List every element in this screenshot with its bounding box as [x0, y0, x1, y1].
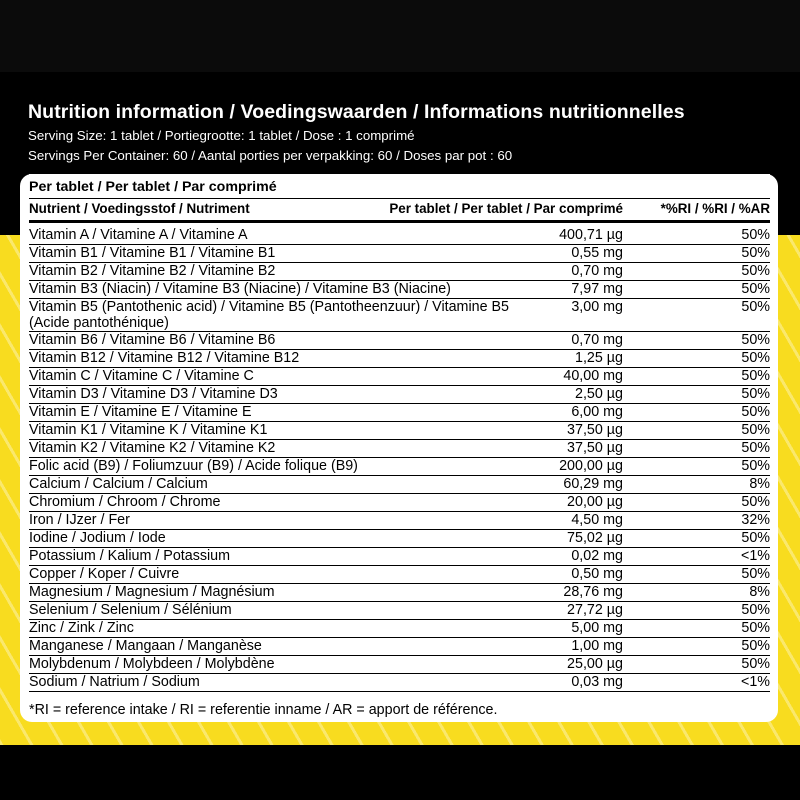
nutrient-amount: 200,00 µg: [559, 458, 623, 474]
nutrient-amount: 1,00 mg: [571, 638, 623, 654]
nutrient-ri: 50%: [741, 422, 770, 438]
nutrient-ri: 50%: [741, 656, 770, 672]
nutrient-amount: 5,00 mg: [571, 620, 623, 636]
table-row: [29, 245, 770, 263]
nutrient-amount: 60,29 mg: [563, 476, 623, 492]
nutrient-amount: 0,55 mg: [571, 245, 623, 261]
nutrient-ri: 50%: [741, 458, 770, 474]
nutrient-ri: 50%: [741, 440, 770, 456]
nutrient-amount: 400,71 µg: [559, 227, 623, 243]
nutrient-name: Copper / Koper / Cuivre: [29, 566, 180, 582]
nutrient-name: Vitamin C / Vitamine C / Vitamine C: [29, 368, 254, 384]
table-row: [29, 476, 770, 494]
nutrient-name: Vitamin B6 / Vitamine B6 / Vitamine B6: [29, 332, 276, 348]
nutrient-name: Manganese / Mangaan / Manganèse: [29, 638, 262, 654]
nutrient-ri: 50%: [741, 404, 770, 420]
page-title: Nutrition information / Voedingswaarden / Informations nutritionnelles: [28, 101, 685, 123]
table-row: [29, 548, 770, 566]
table-row: [29, 281, 770, 299]
footnote: *RI = reference intake / RI = referentie inname / AR = apport de référence.: [29, 702, 498, 718]
nutrient-name: Iron / IJzer / Fer: [29, 512, 130, 528]
nutrient-name: Magnesium / Magnesium / Magnésium: [29, 584, 275, 600]
nutrient-amount: 1,25 µg: [575, 350, 623, 366]
table-row: [29, 530, 770, 548]
nutrient-amount: 75,02 µg: [567, 530, 623, 546]
nutrient-ri: 8%: [749, 584, 770, 600]
column-headers: [29, 199, 770, 223]
nutrient-amount: 0,03 mg: [571, 674, 623, 690]
nutrient-amount: 20,00 µg: [567, 494, 623, 510]
nutrient-name: Potassium / Kalium / Potassium: [29, 548, 231, 564]
table-row: [29, 584, 770, 602]
nutrient-ri: <1%: [740, 548, 770, 564]
nutrient-ri: 50%: [741, 620, 770, 636]
table-row: [29, 299, 770, 332]
nutrient-rows: [29, 227, 770, 692]
nutrient-amount: 27,72 µg: [567, 602, 623, 618]
nutrient-name: Vitamin B1 / Vitamine B1 / Vitamine B1: [29, 245, 276, 261]
nutrient-name: Vitamin D3 / Vitamine D3 / Vitamine D3: [29, 386, 278, 402]
column-header-ri: *%RI / %RI / %AR: [660, 201, 770, 216]
nutrient-ri: 50%: [741, 227, 770, 243]
table-row: [29, 674, 770, 692]
nutrient-name: Vitamin K2 / Vitamine K2 / Vitamine K2: [29, 440, 276, 456]
nutrient-ri: 50%: [741, 263, 770, 279]
nutrient-amount: 37,50 µg: [567, 440, 623, 456]
table-row: [29, 566, 770, 584]
nutrient-amount: 40,00 mg: [563, 368, 623, 384]
nutrient-amount: 6,00 mg: [571, 404, 623, 420]
nutrient-amount: 28,76 mg: [563, 584, 623, 600]
nutrient-ri: 50%: [741, 299, 770, 315]
nutrient-name: Sodium / Natrium / Sodium: [29, 674, 200, 690]
table-row: [29, 440, 770, 458]
table-row: [29, 458, 770, 476]
nutrient-ri: 32%: [741, 512, 770, 528]
nutrient-name: Vitamin B5 (Pantothenic acid) / Vitamine B5 (Pantotheenzuur) / Vitamine B5 (Acide pantothénique): [29, 299, 510, 331]
table-row: [29, 386, 770, 404]
nutrient-name: Calcium / Calcium / Calcium: [29, 476, 208, 492]
nutrient-name: Folic acid (B9) / Foliumzuur (B9) / Acide folique (B9): [29, 458, 358, 474]
top-dark-bar: [0, 0, 800, 72]
nutrient-ri: 50%: [741, 386, 770, 402]
nutrient-amount: 3,00 mg: [571, 299, 623, 315]
table-row: [29, 512, 770, 530]
per-tablet-label: Per tablet / Per tablet / Par comprimé: [29, 174, 770, 199]
table-row: [29, 263, 770, 281]
nutrient-ri: 50%: [741, 494, 770, 510]
nutrient-name: Vitamin K1 / Vitamine K / Vitamine K1: [29, 422, 268, 438]
nutrient-ri: 50%: [741, 245, 770, 261]
nutrient-name: Vitamin B3 (Niacin) / Vitamine B3 (Niacine) / Vitamine B3 (Niacine): [29, 281, 451, 297]
column-header-amount: Per tablet / Per tablet / Par comprimé: [389, 201, 623, 216]
nutrient-ri: 50%: [741, 350, 770, 366]
nutrient-ri: 50%: [741, 566, 770, 582]
nutrient-name: Vitamin A / Vitamine A / Vitamine A: [29, 227, 248, 243]
nutrient-ri: 50%: [741, 602, 770, 618]
nutrient-amount: 0,70 mg: [571, 332, 623, 348]
nutrient-ri: 50%: [741, 281, 770, 297]
table-row: [29, 494, 770, 512]
servings-per-container: Servings Per Container: 60 / Aantal porties per verpakking: 60 / Doses par pot : 60: [28, 148, 513, 163]
nutrient-amount: 37,50 µg: [567, 422, 623, 438]
table-row: [29, 332, 770, 350]
nutrient-ri: 8%: [749, 476, 770, 492]
nutrient-amount: 25,00 µg: [567, 656, 623, 672]
nutrient-name: Vitamin E / Vitamine E / Vitamine E: [29, 404, 252, 420]
table-row: [29, 404, 770, 422]
table-row: [29, 638, 770, 656]
nutrient-amount: 0,70 mg: [571, 263, 623, 279]
nutrition-table-panel: [20, 174, 778, 722]
nutrient-amount: 2,50 µg: [575, 386, 623, 402]
nutrient-name: Chromium / Chroom / Chrome: [29, 494, 221, 510]
nutrient-name: Vitamin B12 / Vitamine B12 / Vitamine B12: [29, 350, 300, 366]
nutrient-ri: 50%: [741, 368, 770, 384]
table-header: [29, 174, 770, 223]
table-row: [29, 368, 770, 386]
nutrient-ri: 50%: [741, 332, 770, 348]
nutrient-name: Vitamin B2 / Vitamine B2 / Vitamine B2: [29, 263, 276, 279]
nutrient-ri: 50%: [741, 638, 770, 654]
nutrient-name: Selenium / Selenium / Sélénium: [29, 602, 232, 618]
table-row: [29, 350, 770, 368]
serving-size: Serving Size: 1 tablet / Portiegrootte: 1 tablet / Dose : 1 comprimé: [28, 128, 415, 143]
table-row: [29, 422, 770, 440]
nutrient-ri: 50%: [741, 530, 770, 546]
nutrient-name: Iodine / Jodium / Iode: [29, 530, 166, 546]
nutrient-name: Molybdenum / Molybdeen / Molybdène: [29, 656, 275, 672]
nutrition-header: [28, 98, 778, 166]
nutrient-ri: <1%: [740, 674, 770, 690]
table-row: [29, 227, 770, 245]
column-header-nutrient: Nutrient / Voedingsstof / Nutriment: [29, 201, 250, 216]
nutrient-amount: 0,02 mg: [571, 548, 623, 564]
nutrient-amount: 0,50 mg: [571, 566, 623, 582]
nutrient-amount: 4,50 mg: [571, 512, 623, 528]
nutrient-amount: 7,97 mg: [571, 281, 623, 297]
nutrient-name: Zinc / Zink / Zinc: [29, 620, 134, 636]
table-row: [29, 620, 770, 638]
table-row: [29, 656, 770, 674]
table-row: [29, 602, 770, 620]
